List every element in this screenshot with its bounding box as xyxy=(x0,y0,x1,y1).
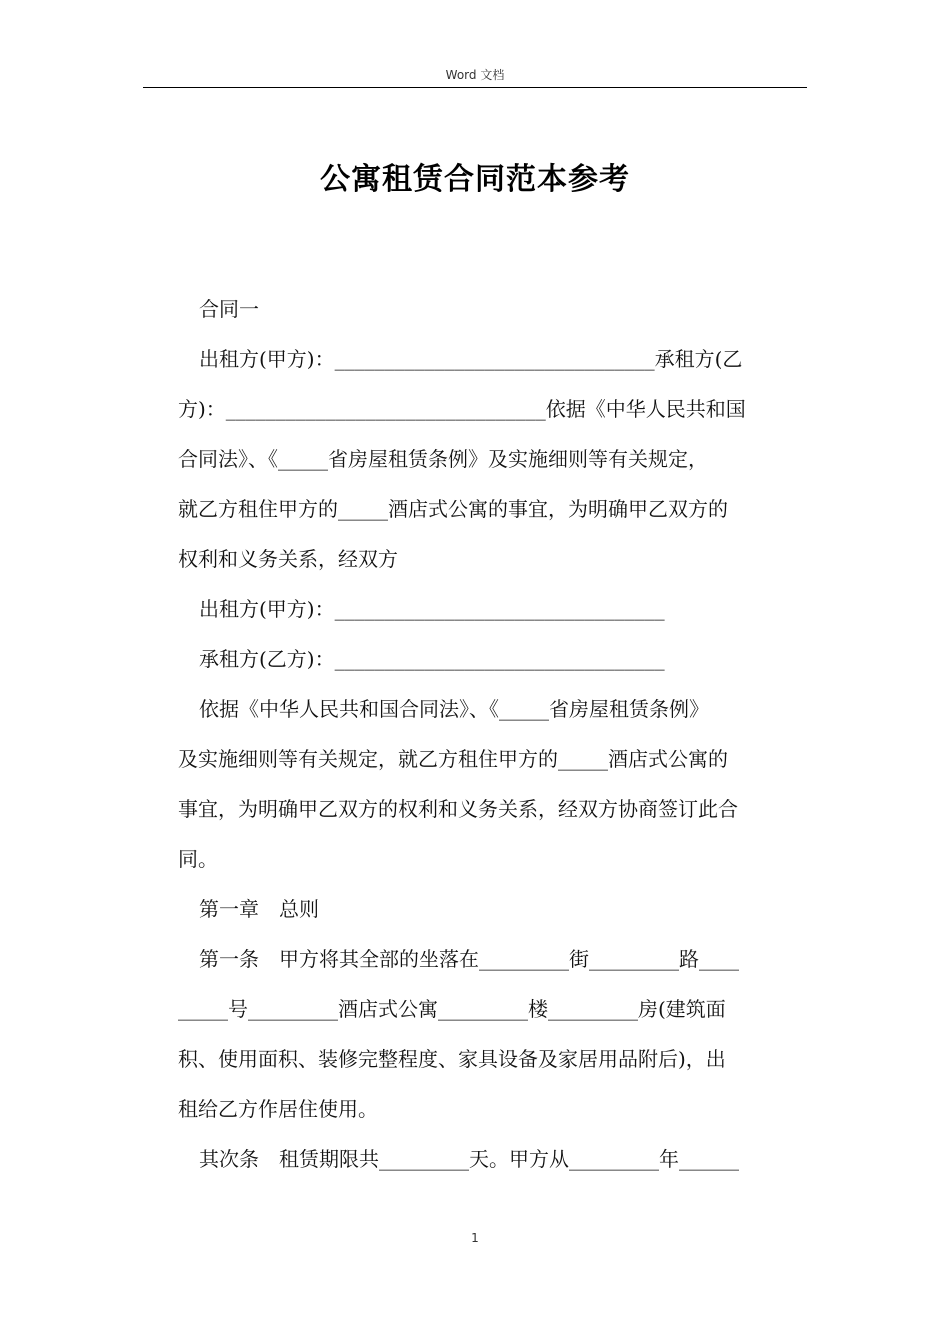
paragraph-line: 依据《中华人民共和国合同法》、《_____省房屋租赁条例》 xyxy=(199,697,709,721)
paragraph-line: 同。 xyxy=(178,847,218,871)
page-number: 1 xyxy=(471,1231,479,1245)
section-heading: 合同一 xyxy=(199,297,259,321)
chapter-heading: 第一章 总则 xyxy=(199,897,319,921)
article-line: 第一条 甲方将其全部的坐落在_________街_________路____ xyxy=(199,947,739,971)
article-line: 其次条 租赁期限共_________天。甲方从_________年______ xyxy=(199,1147,739,1171)
paragraph-line: 出租方(甲方)：________________________________承租方(乙 xyxy=(199,347,743,371)
article-line: _____号_________酒店式公寓_________楼_________房(建筑面 xyxy=(178,997,726,1021)
page-header: Word 文档 xyxy=(445,68,505,82)
paragraph-line: 方)：________________________________依据《中华人民共和国 xyxy=(178,397,746,421)
paragraph-line: 事宜，为明确甲乙双方的权利和义务关系，经双方协商签订此合 xyxy=(178,797,738,821)
paragraph-line: 权利和义务关系，经双方 xyxy=(178,547,398,571)
lessor-line: 出租方(甲方)：_________________________________ xyxy=(199,597,665,621)
lessee-line: 承租方(乙方)：_________________________________ xyxy=(199,647,665,671)
article-line: 租给乙方作居住使用。 xyxy=(178,1097,378,1121)
header-divider xyxy=(143,87,807,88)
document-body xyxy=(178,284,806,1184)
paragraph-line: 就乙方租住甲方的_____酒店式公寓的事宜，为明确甲乙双方的 xyxy=(178,497,728,521)
article-line: 积、使用面积、装修完整程度、家具设备及家居用品附后)，出 xyxy=(178,1047,726,1071)
document-title: 公寓租赁合同范本参考 xyxy=(320,162,630,197)
paragraph-line: 合同法》、《_____省房屋租赁条例》及实施细则等有关规定， xyxy=(178,447,708,471)
paragraph-line: 及实施细则等有关规定，就乙方租住甲方的_____酒店式公寓的 xyxy=(178,747,728,771)
